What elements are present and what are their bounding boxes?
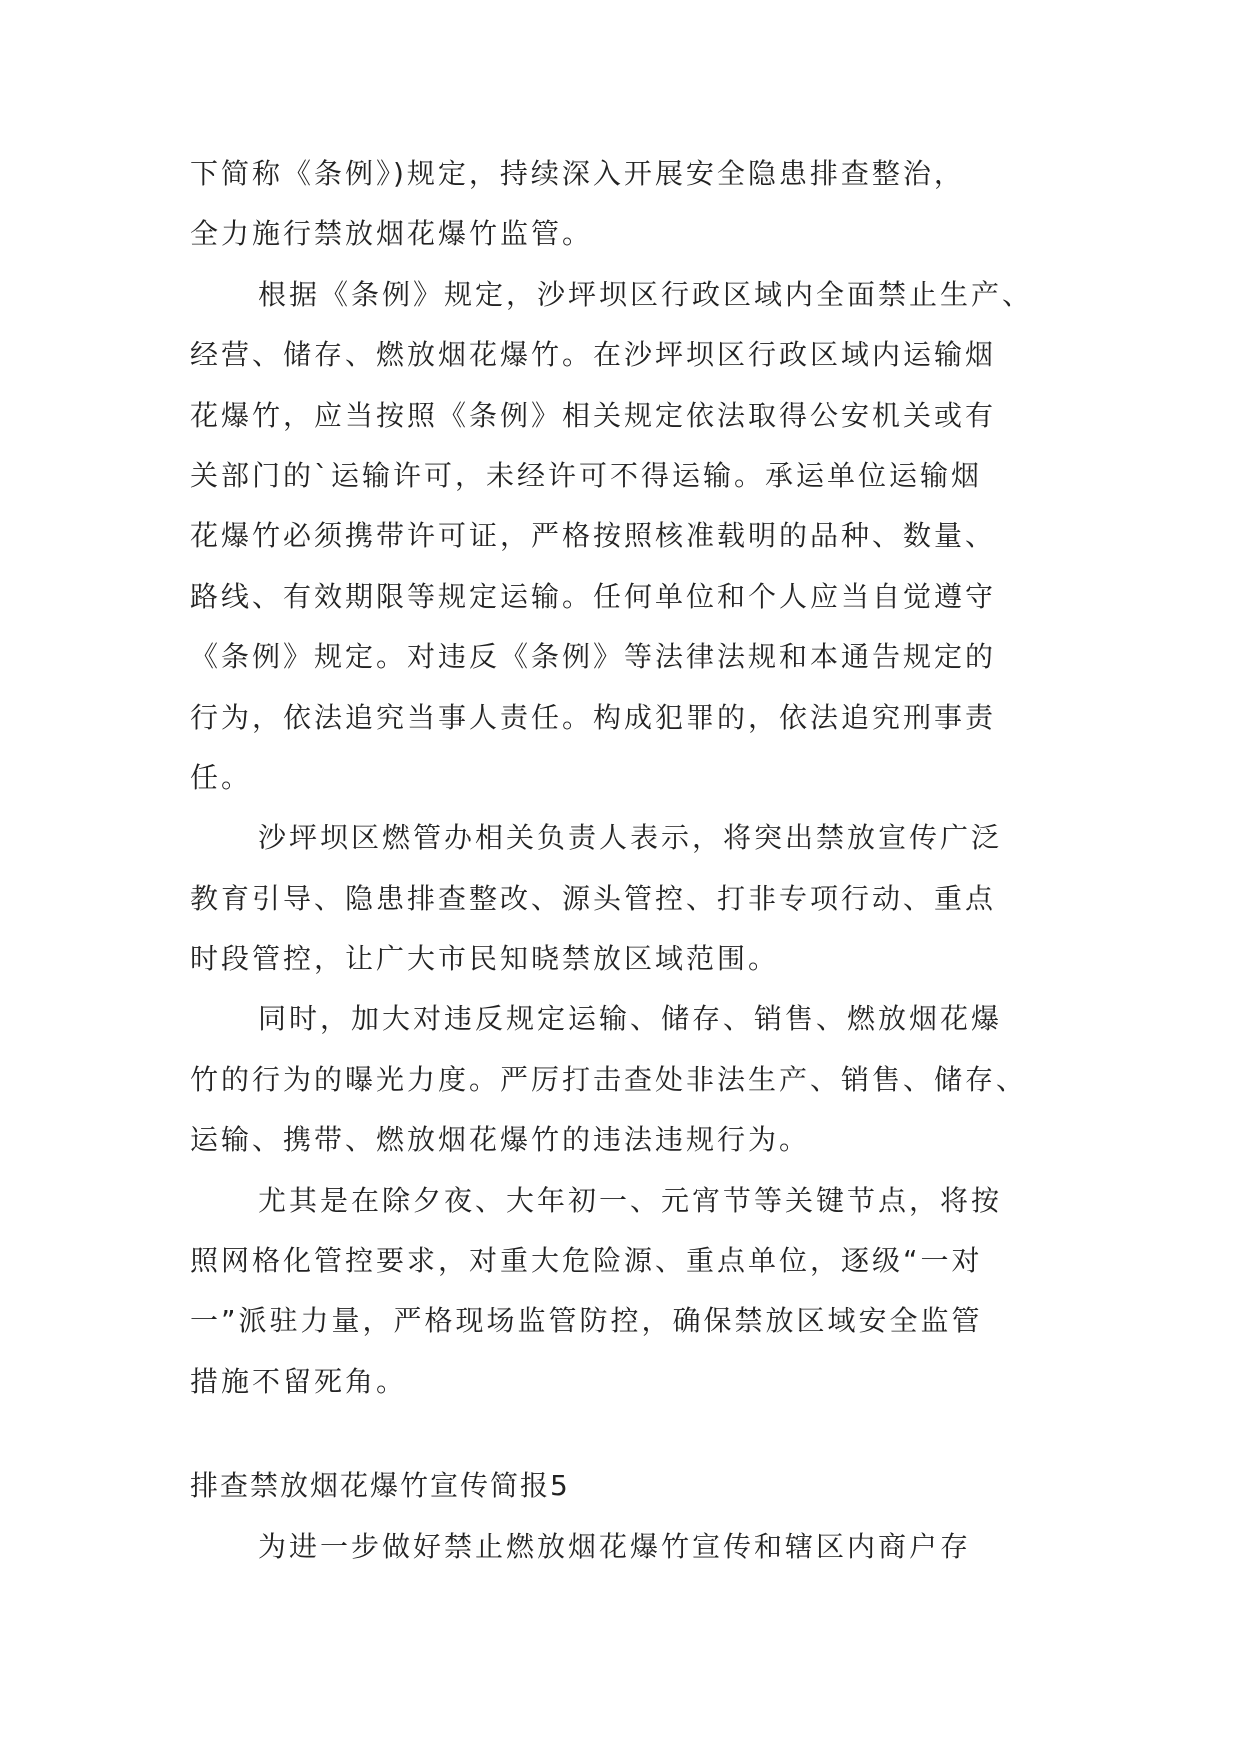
paragraph [190, 1002, 1060, 1157]
text-line: 全力施行禁放烟花爆竹监管。 [190, 217, 594, 251]
text-line: 竹的行为的曝光力度。严厉打击查处非法生产、销售、储存、 [190, 1062, 1028, 1096]
text-line: 教育引导、隐患排查整改、源头管控、打非专项行动、重点 [190, 881, 997, 915]
text-line: 措施不留死角。 [190, 1364, 408, 1398]
text-line: 行为，依法追究当事人责任。构成犯罪的，依法追究刑事责 [190, 700, 997, 734]
text-line: 尤其是在除夕夜、大年初一、元宵节等关键节点，将按 [258, 1183, 1003, 1217]
text-line: 同时，加大对违反规定运输、储存、销售、燃放烟花爆 [258, 1002, 1003, 1036]
paragraph [190, 1530, 1060, 1564]
text-line: 根据《条例》规定，沙坪坝区行政区域内全面禁止生产、 [258, 277, 1034, 311]
section-spacer [190, 1425, 1060, 1469]
text-line: 《条例》规定。对违反《条例》等法律法规和本通告规定的 [190, 640, 997, 674]
text-line: 花爆竹，应当按照《条例》相关规定依法取得公安机关或有 [190, 398, 997, 432]
paragraph [190, 157, 1060, 251]
paragraph [190, 1184, 1060, 1399]
text-line: 沙坪坝区燃管办相关负责人表示，将突出禁放宣传广泛 [258, 821, 1003, 855]
text-line: 一”派驻力量，严格现场监管防控，确保禁放区域安全监管 [190, 1304, 983, 1338]
text-line: 关部门的`运输许可，未经许可不得运输。承运单位运输烟 [190, 458, 983, 492]
document-body [190, 157, 1060, 1590]
text-line: 运输、携带、燃放烟花爆竹的违法违规行为。 [190, 1123, 811, 1157]
text-line: 照网格化管控要求，对重大危险源、重点单位，逐级“一对 [190, 1244, 983, 1278]
section-heading: 排查禁放烟花爆竹宣传简报5 [190, 1469, 570, 1503]
text-line: 时段管控，让广大市民知晓禁放区域范围。 [190, 942, 780, 976]
text-line: 任。 [190, 760, 253, 794]
text-line: 经营、储存、燃放烟花爆竹。在沙坪坝区行政区域内运输烟 [190, 338, 997, 372]
text-line: 下简称《条例》)规定，持续深入开展安全隐患排查整治， [190, 157, 965, 190]
paragraph [190, 821, 1060, 976]
paragraph [190, 278, 1060, 795]
text-line: 为进一步做好禁止燃放烟花爆竹宣传和辖区内商户存 [258, 1529, 972, 1563]
text-line: 路线、有效期限等规定运输。任何单位和个人应当自觉遵守 [190, 579, 997, 613]
text-line: 花爆竹必须携带许可证，严格按照核准载明的品种、数量、 [190, 519, 997, 553]
